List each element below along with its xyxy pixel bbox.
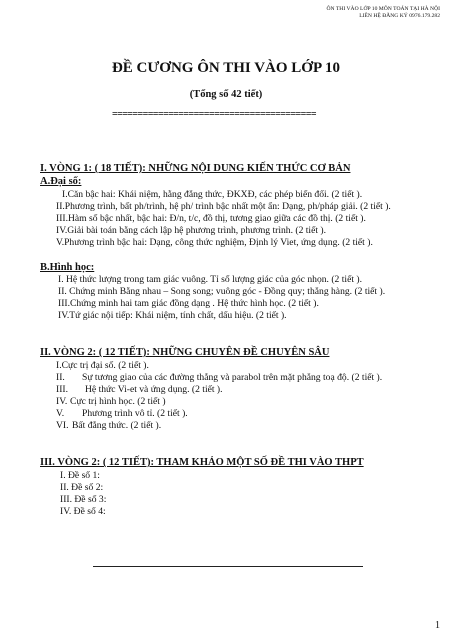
- topic-item-2: [56, 372, 382, 383]
- separator-line: ========================================: [112, 109, 316, 120]
- topic-item-5-text: Phương trình vô tỉ. (2 tiết ).: [82, 408, 188, 419]
- topic-item-6-text: Bất đẳng thức. (2 tiết ).: [72, 420, 162, 431]
- algebra-item-5: V.Phương trình bậc hai: Dạng, công thức nghiệm, Định lý Viet, ứng dụng. (2 tiết ).: [56, 237, 373, 248]
- page-number: 1: [435, 620, 440, 631]
- exam-item-3: III. Đề số 3:: [60, 494, 107, 505]
- header-line-1: ÔN THI VÀO LỚP 10 MÔN TOÁN TẠI HÀ NỘI: [326, 6, 440, 12]
- exam-item-4: IV. Đề số 4:: [60, 506, 106, 517]
- document-title: ĐỀ CƯƠNG ÔN THI VÀO LỚP 10: [111, 60, 341, 76]
- topic-item-6: [56, 420, 161, 431]
- geometry-item-3: III.Chứng minh hai tam giác đồng dạng . Hệ thức hình học. (2 tiết ).: [58, 298, 319, 309]
- part-a-heading: A.Đại số:: [40, 176, 82, 187]
- exam-item-2: II. Đề số 2:: [60, 482, 104, 493]
- geometry-item-4: IV.Tứ giác nội tiếp: Khái niệm, tính chất, dấu hiệu. (2 tiết ).: [58, 310, 287, 321]
- section-3-heading: III. VÒNG 2: ( 12 TIẾT): THAM KHẢO MỘT SỐ ĐỀ THI VÀO THPT: [40, 457, 364, 468]
- exam-item-1: I. Đề số 1:: [60, 470, 100, 481]
- algebra-item-1: I.Căn bậc hai: Khái niệm, hằng đẳng thức, ĐKXĐ, các phép biến đổi. (2 tiết ).: [62, 189, 363, 200]
- topic-item-4-number: IV.: [56, 396, 68, 407]
- topic-item-4: [56, 396, 166, 407]
- topic-item-1-text: Cực trị đại số. (2 tiết ).: [61, 360, 149, 371]
- algebra-item-3: III.Hàm số bậc nhất, bậc hai: Đ/n, t/c, đồ thị, tương giao giữa các đồ thị. (2 tiết ).: [56, 213, 366, 224]
- geometry-item-2: II. Chứng minh Bằng nhau – Song song; vuông góc - Đồng quy; thẳng hàng. (2 tiết ).: [58, 286, 386, 297]
- geometry-item-1: I. Hệ thức lượng trong tam giác vuông. Tỉ số lượng giác của góc nhọn. (2 tiết ).: [58, 274, 362, 285]
- topic-item-4-text: Cực trị hình học. (2 tiết ): [70, 396, 166, 407]
- topic-item-2-text: Sự tương giao của các đường thẳng và parabol trên mặt phẳng toạ độ. (2 tiết ).: [82, 372, 383, 383]
- algebra-item-2: II.Phương trình, bất ph/trình, hệ ph/ trình bậc nhất một ẩn: Dạng, ph/pháp giải. (2 tiết ).: [56, 201, 391, 212]
- topic-item-3-number: III.: [56, 384, 68, 395]
- footer-rule: [93, 566, 363, 567]
- section-2-heading: II. VÒNG 2: ( 12 TIẾT): NHỮNG CHUYÊN ĐỀ CHUYÊN SÂU: [40, 347, 330, 358]
- topic-item-1-number: I.: [56, 360, 62, 371]
- section-1-heading: I. VÒNG 1: ( 18 TIẾT): NHỮNG NỘI DUNG KIẾN THỨC CƠ BẢN: [40, 163, 351, 174]
- part-b-heading: B.Hình học:: [40, 262, 95, 273]
- topic-item-6-number: VI.: [56, 420, 69, 431]
- topic-item-5-number: V.: [56, 408, 65, 419]
- document-subtitle: (Tổng số 42 tiết): [189, 89, 263, 100]
- topic-item-5: [56, 408, 188, 419]
- topic-item-3: [56, 384, 223, 395]
- topic-item-1: [56, 360, 149, 371]
- topic-item-3-text: Hệ thức Vi-et và ứng dụng. (2 tiết ).: [85, 384, 223, 395]
- header-line-2: LIÊN HỆ ĐĂNG KÝ 0976.179.282: [359, 13, 440, 19]
- algebra-item-4: IV.Giải bài toán bằng cách lập hệ phương trình, phương trình. (2 tiết ).: [56, 225, 327, 236]
- topic-item-2-number: II.: [56, 372, 65, 383]
